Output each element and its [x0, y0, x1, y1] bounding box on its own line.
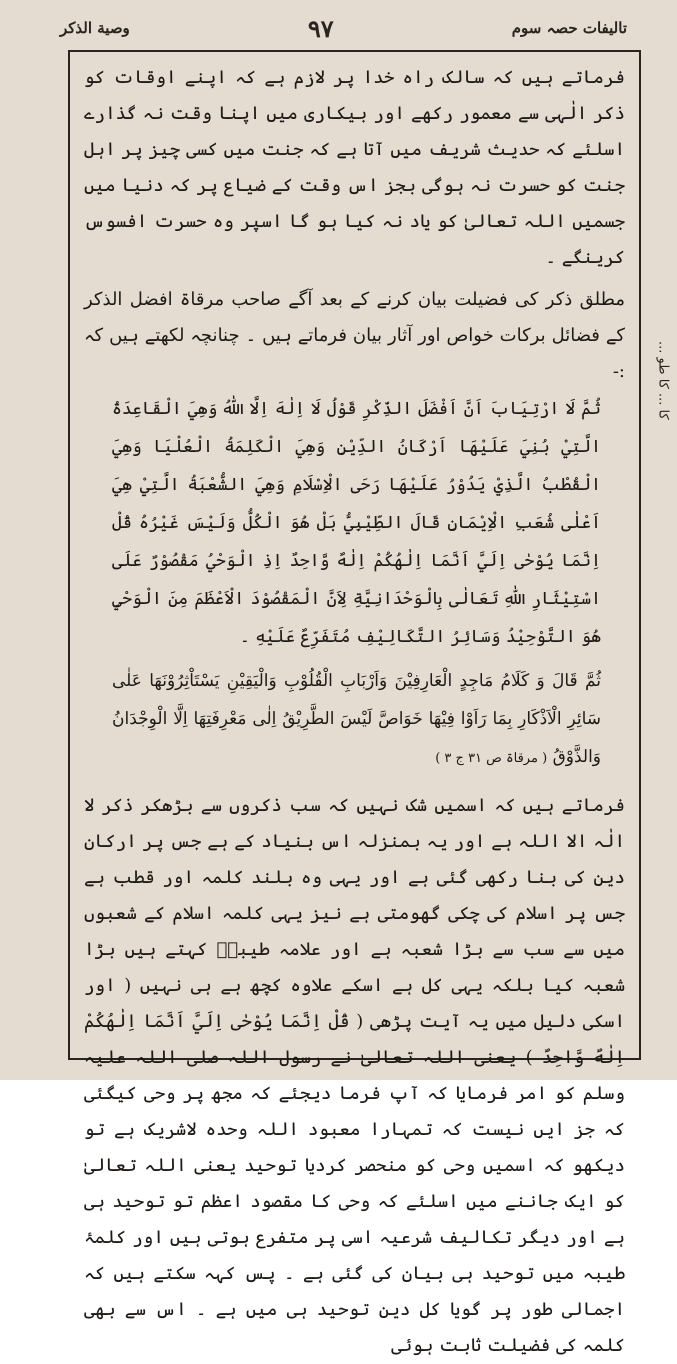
header-chapter-title: وصية الذكر	[60, 19, 130, 37]
header-book-title: تالیفات حصہ سوم	[511, 19, 627, 37]
paragraph-commentary: فرماتے ہیں کہ اسمیں شک نہیں کہ سب ذکروں سے بڑھکر ذکر لا الٰہ الا اللہ ہے اور یہ بمنزلہ اس بنیاد کے ہے جس پر ارکان دین کی بنا رکھی گئی ہے اور یہی وہ بلند کلمہ اور قطب ہے جس پر اسلام کی چکی گھومتی ہے نیز یہی کلمہ اسلام کے شعبوں میں سے سب سے بڑا شعبہ ہے اور علامہ طیبیؒ کہتے ہیں بڑا شعبہ کیا بلکہ یہی کل ہے اسکے علاوہ کچھ ہے ہی نہیں ( اور اسکی دلیل میں یہ آیت پڑھی ( قُلْ اِنَّمَا يُوْحٰى اِلَيَّ اَنَّمَا اِلٰهُكُمْ اِلٰهٌ وَّاحِدٌ ) یعنی اللہ تعالیٰ نے رسول اللہ صلی اللہ علیہ وسلم کو امر فرمایا کہ آپ فرما دیجئے کہ مجھ پر وحی کیگئی کہ جز ایں نیست کہ تمہارا معبود اللہ وحدہ لاشریک ہے تو دیکھو کہ اسمیں وحی کو منحصر کردیا توحید یعنی اللہ تعالیٰ کو ایک جاننے میں اسلئے کہ وحی کا مقصود اعظم تو توحید ہی ہے اور دیگر تکالیف شرعیہ اسی پر متفرع ہوتی ہیں اور کلمۂ طیبہ میں توحید ہی بیان کی گئی ہے ۔ پس کہہ سکتے ہیں کہ اجمالی طور پر گویا کل دین توحید ہی میں ہے ۔ اس سے بھی کلمہ کی فضیلت ثابت ہوئی	[84, 795, 625, 1356]
arabic-quote-2-text: ثُمَّ قَالَ وَ كَلَامُ مَاجِدٍ الْعَارِفِيْنَ وَاَرْبَابِ الْقُلُوْبِ وَالْيَقِيْنِ يَسْتَاْثِرُوْنَهَا عَلٰى سَائِرِ الْاَذْكَارِ بِمَا رَاَوْا فِيْهَا خَوَاصَّ لَيْسَ الطَّرِيْقُ اِلٰى مَعْرِفَتِهَا اِلَّا الْوِجْدَانُ وَالذَّوْقُ	[112, 671, 601, 767]
page-number: ۹۷	[307, 13, 334, 43]
paragraph-intro: فرماتے ہیں کہ سالک راہ خدا پر لازم ہے کہ اپنے اوقات کو ذکر الٰہی سے معمور رکھے اور بیکاری میں اپنا وقت نہ گذارے اسلئے کہ حدیث شریف میں آتا ہے کہ جنت میں کسی چیز پر اہل جنت کو حسرت نہ ہوگی بجز اس وقت کے ضیاع پر کہ دنیا میں جسمیں اللہ تعالیٰ کو یاد نہ کیا ہو گا اسپر وہ حسرت افسوس کرینگے ۔	[84, 67, 625, 268]
citation-reference: ( مرقاۃ ص ۳۱ ج ۳ )	[435, 751, 548, 766]
running-header	[60, 8, 627, 48]
arabic-quote-2	[84, 662, 625, 778]
arabic-quote-1: ثُمَّ لَا ارْتِيَابَ اَنَّ اَفْضَلَ الذِّكْرِ قَوْلُ لَا اِلٰهَ اِلَّا اللّٰهُ وَهِيَ الْقَاعِدَةُ الَّتِيْ بُنِيَ عَلَيْهَا اَرْكَانُ الدِّيْنِ وَهِيَ الْكَلِمَةُ الْعُلْيَا وَهِيَ الْقُطْبُ الَّذِيْ يَدُوْرُ عَلَيْهَا رَحَى الْاِسْلَامِ وَهِيَ الشُّعْبَةُ الَّتِيْ هِيَ اَعْلٰى شُعَبِ الْاِيْمَانِ قَالَ الطِّيْبِيُّ بَلْ هُوَ الْكُلُّ وَلَيْسَ غَيْرُهُ قُلْ اِنَّمَا يُوْحٰى اِلَيَّ اَنَّمَا اِلٰهُكُمْ اِلٰهٌ وَّاحِدٌ اِذِ الْوَحْيُ مَقْصُوْرٌ عَلَى اسْتِيْثَارِ اللّٰهِ تَعَالٰى بِالْوَحْدَانِيَّةِ لِاَنَّ الْمَقْصُوْدَ الْاَعْظَمَ مِنَ الْوَحْيِ هُوَ التَّوْحِيْدُ وَسَائِرُ التَّكَالِيْفِ مُتَفَرِّعٌ عَلَيْهِ ۔	[112, 399, 601, 647]
text-frame	[68, 50, 641, 1356]
paragraph-transition: مطلق ذکر کی فضیلت بیان کرنے کے بعد آگے صاحب مرقاۃ افضل الذکر کے فضائل برکات خواص اور آثار بیان فرماتے ہیں ۔ چنانچہ لکھتے ہیں کہ :-	[84, 289, 625, 382]
margin-handwritten-note: ... کا ... کا طو	[655, 340, 671, 420]
